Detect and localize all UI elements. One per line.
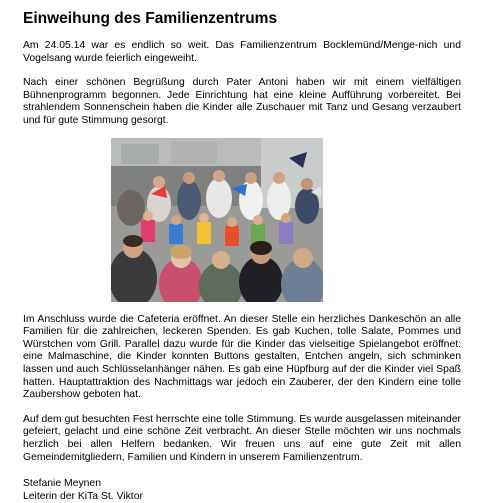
signature xyxy=(23,478,461,503)
paragraph-program: Nach einer schönen Begrüßung durch Pater Antoni haben wir mit einem vielfältigen Bühnenprogramm begonnen. Jede Einrichtung hat eine kleine Aufführung vorbereitet. Bei strahlendem Sonnenschein haben die Kinder alle Zuschauer mit Tanz und Gesang verzaubert und für gute Stimmung gesorgt. xyxy=(23,77,461,126)
paragraph-intro: Am 24.05.14 war es endlich so weit. Das Familienzentrum Bocklemünd/Menge-nich und Vogelsang wurde feierlich eingeweiht. xyxy=(23,40,461,64)
event-photo xyxy=(111,138,323,302)
paragraph-cafeteria: Im Anschluss wurde die Cafeteria eröffnet. An dieser Stelle ein herzliches Dankeschön an alle Familien für die zahlreichen, leckeren Spenden. Es gab Kuchen, tolle Salate, Pommes und Würstchen vom Grill. Parallel dazu wurde für die Kinder das vielseitige Spielangebot eröffnet: eine Malmaschine, die Kinder konnten Buttons gestalten, Entchen angeln, sich schminken lassen und auch Schlüsselanhänger nähen. Es gab eine Hüpfburg auf der die Kinder viel Spaß hatten. Hauptattraktion des Nachmittags war jedoch ein Zauberer, der den Kindern eine tolle Zaubershow geboten hat. xyxy=(23,313,461,401)
crowd-photo-illustration xyxy=(111,138,323,302)
signature-name: Stefanie Meynen xyxy=(23,478,101,490)
article xyxy=(23,10,461,503)
paragraph-closing: Auf dem gut besuchten Fest herrschte eine tolle Stimmung. Es wurde ausgelassen miteinander gefeiert, gelacht und eine schöne Zeit verbracht. An dieser Stelle möchten wir uns nochmals herzlich bei allen Helfern bedanken. Wir freuen uns auf eine gute Zeit mit allen Gemeindemitgliedern, Familien und Kindern in unserem Familienzentrum. xyxy=(23,413,461,463)
article-title: Einweihung des Familienzentrums xyxy=(23,10,278,27)
signature-role: Leiterin der KiTa St. Viktor xyxy=(23,490,143,502)
